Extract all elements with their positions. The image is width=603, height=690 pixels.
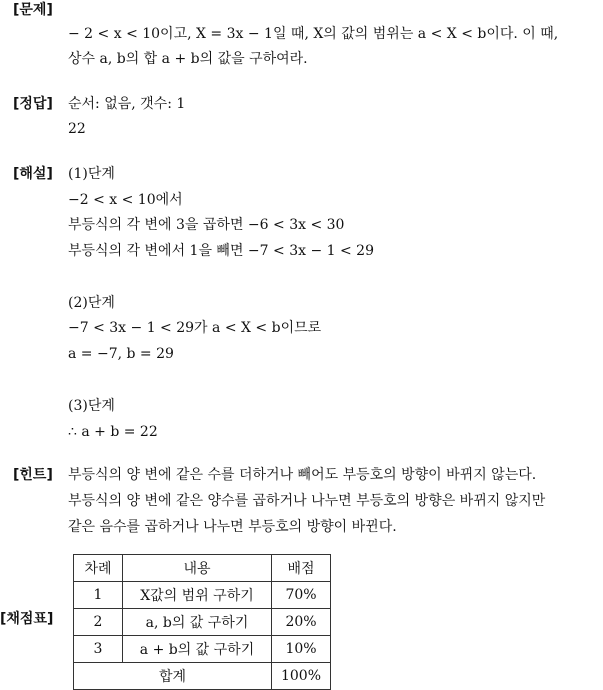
- row-points: 70%: [272, 582, 331, 609]
- solution-line: ∴ a + b = 22: [68, 424, 158, 440]
- row-content: X값의 범위 구하기: [123, 582, 272, 609]
- grading-row: [74, 582, 331, 609]
- header-order: 차례: [74, 555, 123, 582]
- solution-line: a = −7, b = 29: [68, 346, 174, 362]
- solution-label: [해설]: [13, 166, 53, 182]
- answer-label: [정답]: [13, 96, 53, 112]
- solution-line: (1)단계: [68, 166, 115, 182]
- row-order: 1: [74, 582, 123, 609]
- total-label: 합계: [74, 663, 272, 690]
- hint-line: 부등식의 양 변에 같은 양수를 곱하거나 나누면 부등호의 방향은 바뀌지 않지만: [68, 493, 546, 509]
- hint-line: 같은 음수를 곱하거나 나누면 부등호의 방향이 바뀐다.: [68, 519, 397, 535]
- row-content: a + b의 값 구하기: [123, 636, 272, 663]
- answer-meta: 순서: 없음, 갯수: 1: [68, 96, 186, 112]
- grading-label: [채점표]: [0, 611, 54, 627]
- row-points: 20%: [272, 609, 331, 636]
- row-content: a, b의 값 구하기: [123, 609, 272, 636]
- problem-text-line-1: − 2 < x < 10이고, X = 3x − 1일 때, X의 값의 범위는 a < X < b이다. 이 때,: [68, 26, 559, 42]
- header-content: 내용: [123, 555, 272, 582]
- problem-text-line-2: 상수 a, b의 합 a + b의 값을 구하여라.: [68, 51, 308, 67]
- total-value: 100%: [272, 663, 331, 690]
- solution-line: −2 < x < 10에서: [68, 192, 183, 208]
- grading-header-row: [74, 555, 331, 582]
- row-points: 10%: [272, 636, 331, 663]
- hint-label: [힌트]: [13, 467, 53, 483]
- solution-line: 부등식의 각 변에서 1을 빼면 −7 < 3x − 1 < 29: [68, 243, 374, 259]
- grading-total-row: [74, 663, 331, 690]
- row-order: 2: [74, 609, 123, 636]
- solution-line: (2)단계: [68, 295, 115, 311]
- problem-label: [문제]: [13, 2, 53, 18]
- solution-line: 부등식의 각 변에 3을 곱하면 −6 < 3x < 30: [68, 217, 345, 233]
- header-points: 배점: [272, 555, 331, 582]
- solution-line: −7 < 3x − 1 < 29가 a < X < b이므로: [68, 320, 322, 336]
- answer-value: 22: [68, 121, 86, 137]
- grading-row: [74, 636, 331, 663]
- row-order: 3: [74, 636, 123, 663]
- grading-table: [73, 554, 331, 690]
- hint-line: 부등식의 양 변에 같은 수를 더하거나 빼어도 부등호의 방향이 바뀌지 않는다.: [68, 467, 537, 483]
- solution-line: (3)단계: [68, 398, 115, 414]
- grading-row: [74, 609, 331, 636]
